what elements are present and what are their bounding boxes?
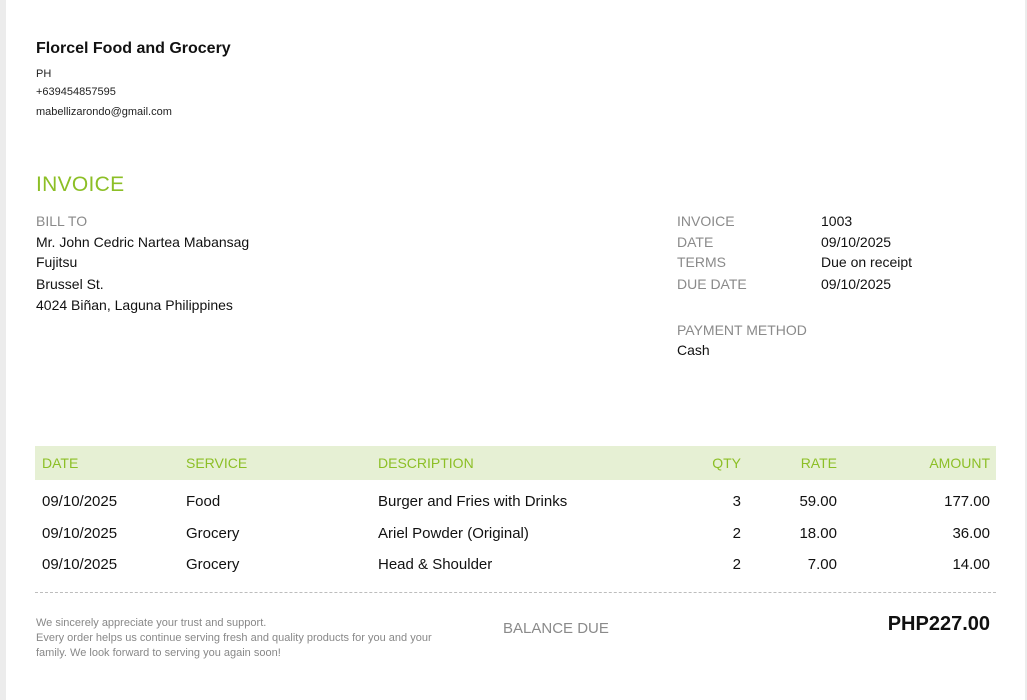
row-date: 09/10/2025 — [42, 493, 118, 510]
company-name: Florcel Food and Grocery — [36, 40, 231, 57]
row-qty: 2 — [732, 556, 741, 573]
col-service-header: SERVICE — [186, 455, 248, 471]
bill-to-city: 4024 Biñan, Laguna Philippines — [36, 297, 233, 313]
company-email: mabellizarondo@gmail.com — [36, 106, 172, 118]
thank-you-note — [36, 616, 456, 661]
balance-due-label: BALANCE DUE — [503, 620, 609, 637]
payment-method-value: Cash — [677, 342, 710, 358]
invoice-title: INVOICE — [36, 173, 125, 196]
invoice-page — [6, 0, 1025, 700]
invoice-number-value: 1003 — [821, 213, 853, 229]
col-date-header: DATE — [42, 455, 79, 471]
thank-you-line-1: We sincerely appreciate your trust and support. — [36, 617, 267, 629]
row-amount: 14.00 — [952, 556, 990, 573]
row-date: 09/10/2025 — [42, 556, 118, 573]
col-qty-header: QTY — [712, 455, 741, 471]
invoice-number-label: INVOICE — [677, 213, 735, 229]
row-date: 09/10/2025 — [42, 525, 118, 542]
thank-you-line-2: Every order helps us continue serving fresh and quality products for you and your family. We look forward to serving you again soon! — [36, 632, 432, 659]
row-rate: 18.00 — [799, 525, 837, 542]
bill-to-name: Mr. John Cedric Nartea Mabansag — [36, 234, 250, 250]
row-service: Grocery — [186, 556, 240, 573]
col-amount-header: AMOUNT — [929, 455, 990, 471]
row-description: Ariel Powder (Original) — [378, 525, 529, 542]
row-rate: 59.00 — [799, 493, 837, 510]
row-qty: 3 — [732, 493, 741, 510]
bill-to-company: Fujitsu — [36, 254, 78, 270]
row-description: Burger and Fries with Drinks — [378, 493, 568, 510]
due-date-label: DUE DATE — [677, 276, 747, 292]
payment-method-label: PAYMENT METHOD — [677, 322, 807, 338]
items-table-header — [35, 446, 996, 480]
terms-label: TERMS — [677, 254, 726, 270]
totals-divider — [35, 592, 996, 593]
bill-to-street: Brussel St. — [36, 276, 104, 292]
due-date-value: 09/10/2025 — [821, 276, 892, 292]
row-rate: 7.00 — [807, 556, 837, 573]
company-phone: +639454857595 — [36, 86, 116, 98]
company-country: PH — [36, 68, 52, 80]
row-amount: 36.00 — [952, 525, 990, 542]
balance-due-value: PHP227.00 — [887, 613, 990, 635]
invoice-date-value: 09/10/2025 — [821, 234, 892, 250]
terms-value: Due on receipt — [821, 254, 913, 270]
col-description-header: DESCRIPTION — [378, 455, 474, 471]
row-qty: 2 — [732, 525, 741, 542]
row-service: Grocery — [186, 525, 240, 542]
col-rate-header: RATE — [800, 455, 837, 471]
row-description: Head & Shoulder — [378, 556, 493, 573]
invoice-date-label: DATE — [677, 234, 714, 250]
bill-to-label: BILL TO — [36, 213, 88, 229]
row-amount: 177.00 — [944, 493, 990, 510]
row-service: Food — [186, 493, 221, 510]
